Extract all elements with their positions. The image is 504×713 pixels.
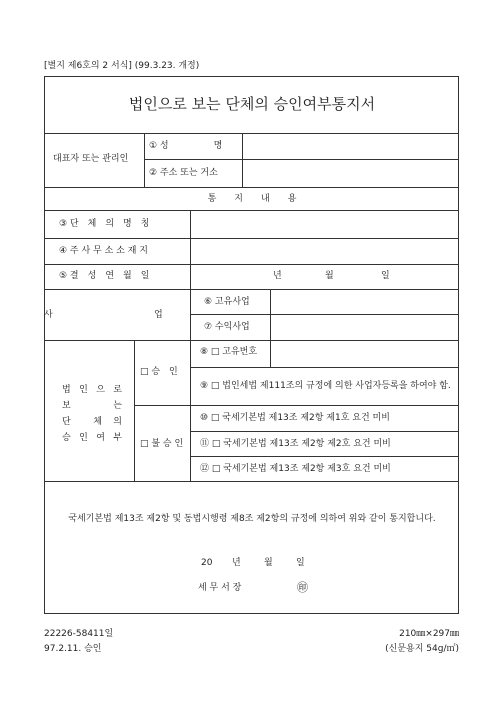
business-label-left: 사 <box>44 310 53 320</box>
reason-checkbox-1[interactable]: ⑩ □ 국세기본법 제13조 제2항 제1호 요건 미비 <box>200 413 390 423</box>
proper-number-checkbox[interactable]: ⑧ □ 고유번호 <box>200 347 258 357</box>
name-label: ① 성 명 <box>149 141 223 151</box>
proper-business-value[interactable] <box>271 290 458 314</box>
footer-form-code: 22226-58411일 <box>44 629 114 639</box>
date-day: 일 <box>381 271 390 281</box>
approval-side-label: 법 인 으 로 보 는 단 체 의 승 인 여 부 <box>62 385 122 443</box>
org-name-label: ③ 단 체 의 명 칭 <box>59 219 150 229</box>
approve-checkbox[interactable]: □ 승 인 <box>140 367 178 377</box>
registration-checkbox[interactable]: ⑨ □ 법인세법 제111조의 규정에 의한 사업자등록을 하여야 함. <box>200 381 451 391</box>
profit-business-value[interactable] <box>271 315 458 340</box>
form-title: 법인으로 보는 단체의 승인여부통지서 <box>128 95 376 113</box>
representative-label: 대표자 또는 관리인 <box>53 154 129 164</box>
proper-number-value[interactable] <box>271 341 458 367</box>
notice-content-label: 통 지 내 용 <box>207 194 297 204</box>
business-label-right: 업 <box>154 310 163 320</box>
notice-statement: 국세기본법 제13조 제2항 및 동법시행령 제8조 제2항의 규정에 의하여 위와 같이 통지합니다. <box>68 514 436 524</box>
signature-date-year: 년 <box>232 558 241 568</box>
name-value[interactable] <box>243 134 458 159</box>
seal-mark: ㊞ <box>297 581 308 594</box>
footer-paper-size: 210㎜×297㎜ <box>399 629 459 639</box>
signature-date-month: 월 <box>264 558 273 568</box>
reject-checkbox[interactable]: □ 불 승 인 <box>140 439 184 449</box>
reason-checkbox-3[interactable]: ⑫ □ 국세기본법 제13조 제2항 제3호 요건 미비 <box>200 464 391 474</box>
signature-date-prefix: 20 <box>201 558 213 568</box>
reason-checkbox-2[interactable]: ⑪ □ 국세기본법 제13조 제2항 제2호 요건 미비 <box>200 439 391 449</box>
footer-approval-date: 97.2.11. 승인 <box>44 644 102 654</box>
address-label: ② 주소 또는 거소 <box>149 168 218 178</box>
office-head-label: 세 무 서 장 <box>198 583 242 593</box>
address-value[interactable] <box>243 160 458 187</box>
office-location-value[interactable] <box>191 239 458 264</box>
org-name-value[interactable] <box>191 211 458 238</box>
office-location-label: ④ 주 사 무 소 소 재 지 <box>59 246 148 256</box>
form-header-note: [별지 제6호의 2 서식] (99.3.23. 개정) <box>44 61 200 71</box>
proper-business-label: ⑥ 고유사업 <box>204 297 250 307</box>
date-year: 년 <box>273 271 282 281</box>
date-month: 월 <box>325 271 334 281</box>
signature-date-day: 일 <box>296 558 305 568</box>
profit-business-label: ⑦ 수익사업 <box>204 322 250 332</box>
footer-paper-type: (신문용지 54g/㎡) <box>385 644 459 654</box>
decision-date-label: ⑤ 결 성 연 월 일 <box>59 271 150 281</box>
